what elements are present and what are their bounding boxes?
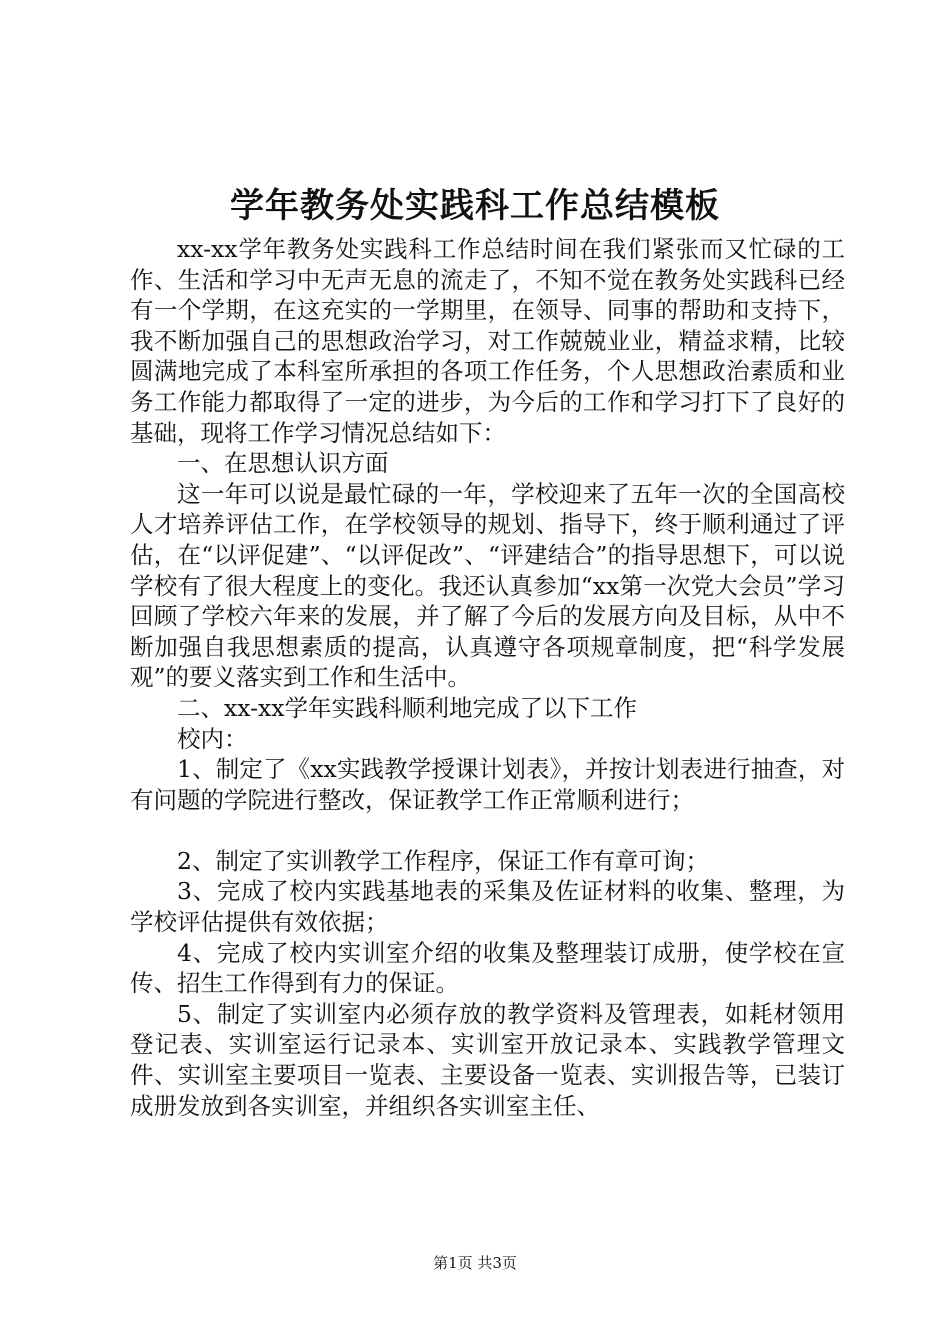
section-heading-ideology: 一、在思想认识方面 xyxy=(177,449,389,478)
document-body xyxy=(130,234,845,1121)
document-title: 学年教务处实践科工作总结模板 xyxy=(230,186,720,226)
list-item-3: 3、完成了校内实践基地表的采集及佐证材料的收集、整理，为学校评估提供有效依据； xyxy=(130,877,845,937)
list-item-4: 4、完成了校内实训室介绍的收集及整理装订成册，使学校在宣传、招生工作得到有力的保证。 xyxy=(130,938,845,998)
list-item-2: 2、制定了实训教学工作程序，保证工作有章可询； xyxy=(177,846,709,875)
list-item-5: 5、制定了实训室内必须存放的教学资料及管理表，如耗材领用登记表、实训室运行记录本、实训室开放记录本、实践教学管理文件、实训室主要项目一览表、主要设备一览表、实训报告等，已装订成册发放到各实训室，并组织各实训室主任、 xyxy=(130,999,845,1120)
page-number-footer: 第1页 共3页 xyxy=(433,1254,517,1272)
section-heading-work: 二、xx-xx学年实践科顺利地完成了以下工作 xyxy=(177,693,638,722)
intro-paragraph: xx-xx学年教务处实践科工作总结时间在我们紧张而又忙碌的工作、生活和学习中无声无息的流走了，不知不觉在教务处实践科已经有一个学期，在这充实的一学期里，在领导、同事的帮助和支持下，我不断加强自己的思想政治学习，对工作兢兢业业，精益求精，比较圆满地完成了本科室所承担的各项工作任务，个人思想政治素质和业务工作能力都取得了一定的进步，为今后的工作和学习打下了良好的基础，现将工作学习情况总结如下： xyxy=(130,235,845,447)
subheading-on-campus: 校内： xyxy=(177,724,248,753)
ideology-paragraph: 这一年可以说是最忙碌的一年，学校迎来了五年一次的全国高校人才培养评估工作，在学校领导的规划、指导下，终于顺利通过了评估，在“以评促建”、“以评促改”、“评建结合”的指导思想下，可以说学校有了很大程度上的变化。我还认真参加“xx第一次党大会员”学习回顾了学校六年来的发展，并了解了今后的发展方向及目标，从中不断加强自我思想素质的提高，认真遵守各项规章制度，把“科学发展观”的要义落实到工作和生活中。 xyxy=(130,479,845,692)
list-item-1: 1、制定了《xx实践教学授课计划表》，并按计划表进行抽查，对有问题的学院进行整改，保证教学工作正常顺利进行； xyxy=(130,755,845,814)
